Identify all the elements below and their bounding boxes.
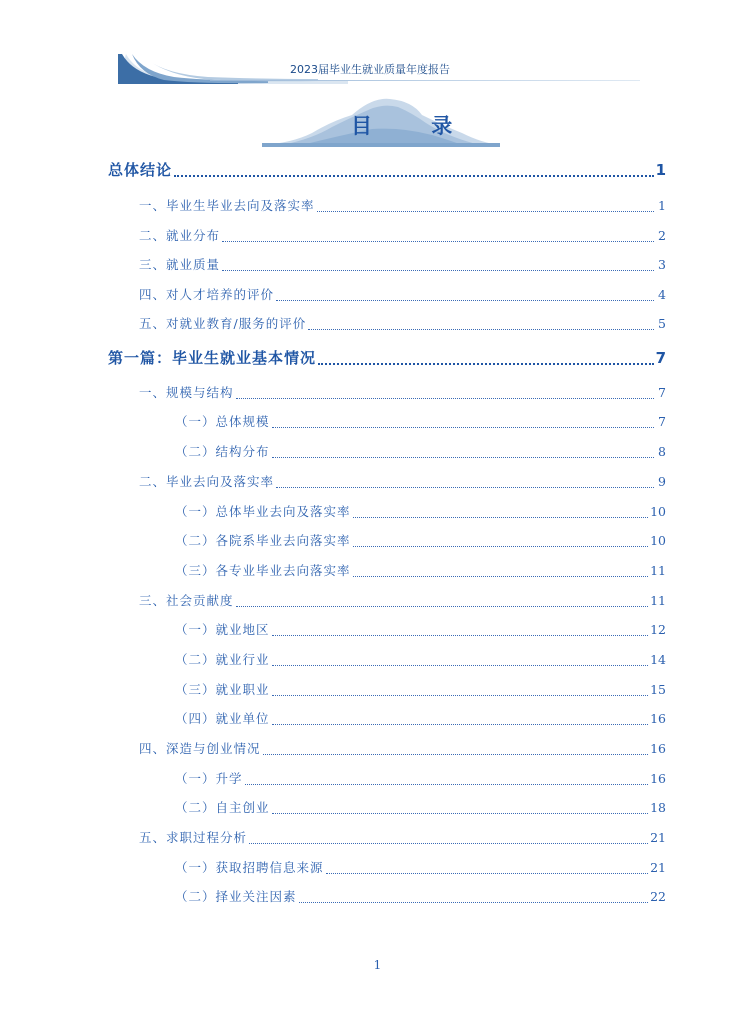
toc-entry-page: 1: [655, 161, 666, 179]
toc-entry-page: 11: [650, 593, 666, 608]
toc-entry[interactable]: [175, 709, 666, 727]
toc-entry-page: 12: [650, 622, 666, 637]
toc-dot-leader: [174, 160, 654, 177]
toc-dot-leader: [317, 199, 654, 213]
toc-entry[interactable]: [175, 442, 666, 460]
toc-entry[interactable]: [139, 472, 666, 490]
toc-entry[interactable]: [175, 561, 666, 579]
toc-entry-label: 二、毕业去向及落实率: [139, 474, 275, 489]
toc-entry-page: 11: [650, 563, 666, 578]
toc-entry[interactable]: [175, 769, 666, 787]
toc-dot-leader: [276, 288, 654, 302]
toc-entry-label: （一）获取招聘信息来源: [175, 860, 324, 875]
toc-dot-leader: [318, 348, 654, 365]
toc-dot-leader: [353, 564, 649, 578]
toc-entry-page: 14: [650, 652, 666, 667]
toc-entry-label: （三）各专业毕业去向落实率: [175, 563, 351, 578]
toc-entry-page: 8: [658, 444, 666, 459]
toc-dot-leader: [245, 772, 649, 786]
toc-dot-leader: [263, 742, 649, 756]
toc-entry-page: 1: [658, 198, 666, 213]
toc-entry-page: 7: [658, 385, 666, 400]
toc-entry-label: （二）择业关注因素: [175, 889, 297, 904]
toc-entry[interactable]: [108, 158, 666, 180]
toc-entry-page: 15: [650, 682, 666, 697]
toc-entry-page: 10: [650, 533, 666, 548]
toc-dot-leader: [272, 683, 649, 697]
toc-entry-label: （四）就业单位: [175, 711, 270, 726]
toc-entry-label: 三、就业质量: [139, 257, 221, 272]
toc-entry-page: 16: [650, 741, 666, 756]
toc-entry-page: 21: [650, 830, 666, 845]
toc-entry-page: 5: [658, 316, 666, 331]
toc-dot-leader: [272, 653, 649, 667]
toc-entry-label: （一）升学: [175, 771, 243, 786]
toc-entry[interactable]: [139, 255, 666, 273]
toc-entry-page: 22: [650, 889, 666, 904]
toc-entry-label: 三、社会贡献度: [139, 593, 234, 608]
toc-entry-label: （二）各院系毕业去向落实率: [175, 533, 351, 548]
toc-entry[interactable]: [175, 858, 666, 876]
toc-entry-page: 7: [658, 414, 666, 429]
toc-entry[interactable]: [175, 887, 666, 905]
toc-entry-label: 二、就业分布: [139, 228, 221, 243]
toc-dot-leader: [308, 317, 654, 331]
header-rule: [210, 80, 640, 81]
toc-entry-label: 四、深造与创业情况: [139, 741, 261, 756]
toc-dot-leader: [272, 712, 649, 726]
toc-entry-page: 4: [658, 287, 666, 302]
toc-entry[interactable]: [139, 591, 666, 609]
toc-dot-leader: [249, 831, 648, 845]
toc-entry-page: 16: [650, 711, 666, 726]
toc-title: 目 录: [351, 114, 479, 138]
toc-dot-leader: [299, 890, 649, 904]
toc-entry[interactable]: [139, 739, 666, 757]
header-title: 2023届毕业生就业质量年度报告: [290, 63, 450, 76]
toc-entry[interactable]: [139, 828, 666, 846]
toc-entry-label: （二）结构分布: [175, 444, 270, 459]
toc-dot-leader: [276, 475, 654, 489]
toc-entry-label: （一）总体规模: [175, 414, 270, 429]
toc-entry-label: （一）总体毕业去向及落实率: [175, 504, 351, 519]
toc-dot-leader: [326, 861, 649, 875]
toc-dot-leader: [272, 445, 654, 459]
toc-entry-page: 3: [658, 257, 666, 272]
toc-entry[interactable]: [139, 383, 666, 401]
toc-dot-leader: [272, 415, 654, 429]
toc-entry-page: 18: [650, 800, 666, 815]
toc-dot-leader: [353, 505, 649, 519]
toc-entry-page: 16: [650, 771, 666, 786]
toc-entry[interactable]: [175, 680, 666, 698]
toc-entry[interactable]: [175, 620, 666, 638]
page-number: 1: [373, 958, 382, 972]
toc-entry[interactable]: [139, 314, 666, 332]
toc-entry[interactable]: [175, 412, 666, 430]
toc-entry[interactable]: [175, 798, 666, 816]
toc-entry-label: 五、对就业教育/服务的评价: [139, 316, 307, 331]
toc-entry-page: 21: [650, 860, 666, 875]
toc-entry-label: 一、毕业生毕业去向及落实率: [139, 198, 315, 213]
toc-entry[interactable]: [139, 226, 666, 244]
toc-dot-leader: [222, 229, 654, 243]
toc-entry[interactable]: [175, 650, 666, 668]
toc-entry-label: 一、规模与结构: [139, 385, 234, 400]
toc-dot-leader: [272, 623, 649, 637]
toc-entry[interactable]: [175, 531, 666, 549]
toc-entry-label: （一）就业地区: [175, 622, 270, 637]
toc-entry-label: 总体结论: [108, 161, 173, 179]
toc-entry-label: 四、对人才培养的评价: [139, 287, 275, 302]
toc-entry[interactable]: [139, 196, 666, 214]
toc-entry-label: 五、求职过程分析: [139, 830, 248, 845]
toc-dot-leader: [236, 594, 649, 608]
toc-entry[interactable]: [139, 285, 666, 303]
toc-entry-label: 第一篇：毕业生就业基本情况: [108, 349, 317, 367]
toc-entry[interactable]: [108, 346, 666, 368]
toc-entry[interactable]: [175, 502, 666, 520]
toc-entry-page: 9: [658, 474, 666, 489]
toc-dot-leader: [272, 801, 649, 815]
toc-entry-label: （二）就业行业: [175, 652, 270, 667]
toc-entry-page: 7: [655, 349, 666, 367]
toc-dot-leader: [222, 258, 654, 272]
toc-entry-page: 10: [650, 504, 666, 519]
toc-dot-leader: [353, 534, 649, 548]
toc-entry-label: （二）自主创业: [175, 800, 270, 815]
toc-entry-page: 2: [658, 228, 666, 243]
toc-entry-label: （三）就业职业: [175, 682, 270, 697]
toc-dot-leader: [236, 386, 654, 400]
